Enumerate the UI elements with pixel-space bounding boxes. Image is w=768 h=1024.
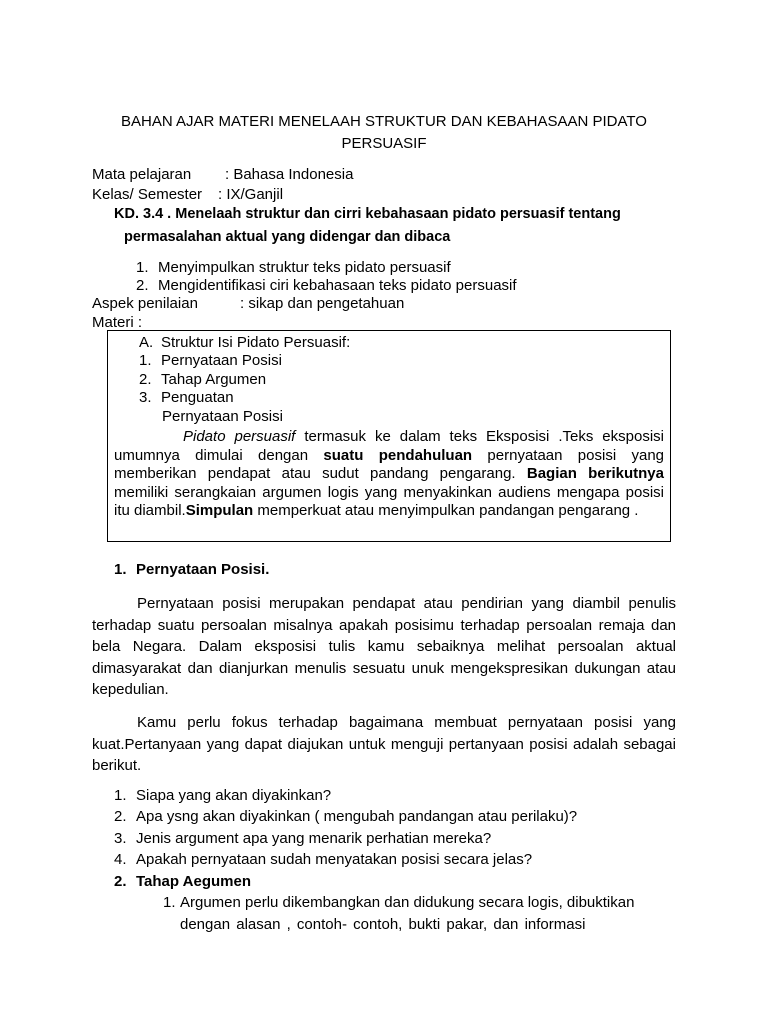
question-text: Siapa yang akan diyakinkan? [136,787,332,804]
kd-line1: KD. 3.4 . Menelaah struktur dan cirri kebahasaan pidato persuasif tentang [114,206,621,222]
indicator-1 [136,259,451,277]
section2-item-1 [163,894,634,912]
box-item-1 [139,352,282,370]
box-heading [139,334,350,352]
class-value: : IX/Ganjil [218,186,284,203]
indicator-text: Mengidentifikasi ciri kebahasaan teks pidato persuasif [158,277,517,294]
box-paragraph-italic: Pidato persuasif [183,428,296,445]
section2-title: Tahap Aegumen [136,873,252,890]
kd-line2: permasalahan aktual yang didengar dan dibaca [124,229,451,245]
indicator-number: 2. [136,277,149,294]
box-item-2 [139,371,266,389]
box-item-number: 2. [139,371,152,388]
indicator-2 [136,277,517,295]
question-number: 4. [114,851,127,868]
section1-paragraph-2: Kamu perlu fokus terhadap bagaimana membuat pernyataan posisi yang kuat.Pertanyaan yang dapat diajukan untuk menguji pertanyaan posisi adalah sebagai berikut. [92,714,676,774]
section1-title: Pernyataan Posisi. [136,561,270,578]
doc-title-line2: PERSUASIF [341,135,427,152]
box-heading-text: Struktur Isi Pidato Persuasif: [161,334,351,351]
question-text: Apakah pernyataan sudah menyatakan posisi secara jelas? [136,851,533,868]
box-item-text: Pernyataan Posisi [161,352,282,369]
box-item-3-continuation: Pernyataan Posisi [162,408,283,425]
box-item-number: 3. [139,389,152,406]
subject-label: Mata pelajaran [92,166,192,183]
indicator-number: 1. [136,259,149,276]
aspect-value: : sikap dan pengetahuan [240,295,405,312]
emphasis: Simpulan [185,502,254,519]
doc-title-line1: BAHAN AJAR MATERI MENELAAH STRUKTUR DAN KEBAHASAAN PIDATO [121,113,647,130]
section2-item-number: 1. [163,894,176,911]
box-paragraph: Pidato persuasif termasuk ke dalam teks Eksposisi .Teks eksposisi umumnya dimulai dengan suatu pendahuluan pernyataan posisi yang memberikan pendapat atau sudut pandang pengarang. Bagian berikutnya memiliki serangkaian argumen logis yang menyakinkan audiens mengapa posisi itu diambil.Simpulan memperkuat atau menyimpulkan pandangan pengarang . [114,428,665,519]
section2-item-line1: Argumen perlu dikembangkan dan didukung secara logis, dibuktikan [180,894,635,911]
section1-paragraph-1: Pernyataan posisi merupakan pendapat atau pendirian yang diambil penulis terhadap suatu persoalan misalnya apakah posisimu terhadap persoalan remaja dan bela Negara. Dalam eksposisi tulis kamu sebaiknya melihat persoalan aktual dimasyarakat dan dianjurkan menulis sesuatu unuk mengekspresikan dukungan atau kepedulian. [92,595,676,698]
section1-heading [114,561,269,579]
section1-number: 1. [114,561,127,578]
aspect-label: Aspek penilaian [92,295,198,312]
question-4 [114,851,532,869]
materi-label: Materi : [92,314,143,331]
class-label: Kelas/ Semester [92,186,203,203]
box-item-text: Tahap Argumen [161,371,267,388]
question-text: Apa ysng akan diyakinkan ( mengubah pandangan atau perilaku)? [136,808,578,825]
question-3 [114,830,491,848]
indicator-text: Menyimpulkan struktur teks pidato persuasif [158,259,451,276]
question-text: Jenis argument apa yang menarik perhatian mereka? [136,830,492,847]
question-2 [114,808,577,826]
box-item-3 [139,389,234,407]
section2-heading [114,873,251,891]
box-item-number: 1. [139,352,152,369]
section2-item-line2: dengan alasan , contoh- contoh, bukti pakar, dan informasi [180,916,586,933]
box-item-text: Penguatan [161,389,234,406]
subject-value: : Bahasa Indonesia [225,166,354,183]
section2-number: 2. [114,873,127,890]
box-heading-letter: A. [139,334,154,351]
emphasis: Bagian berikutnya [526,465,664,482]
emphasis: suatu pendahuluan [323,446,473,464]
question-number: 2. [114,808,127,825]
question-number: 1. [114,787,127,804]
question-1 [114,787,331,805]
question-number: 3. [114,830,127,847]
